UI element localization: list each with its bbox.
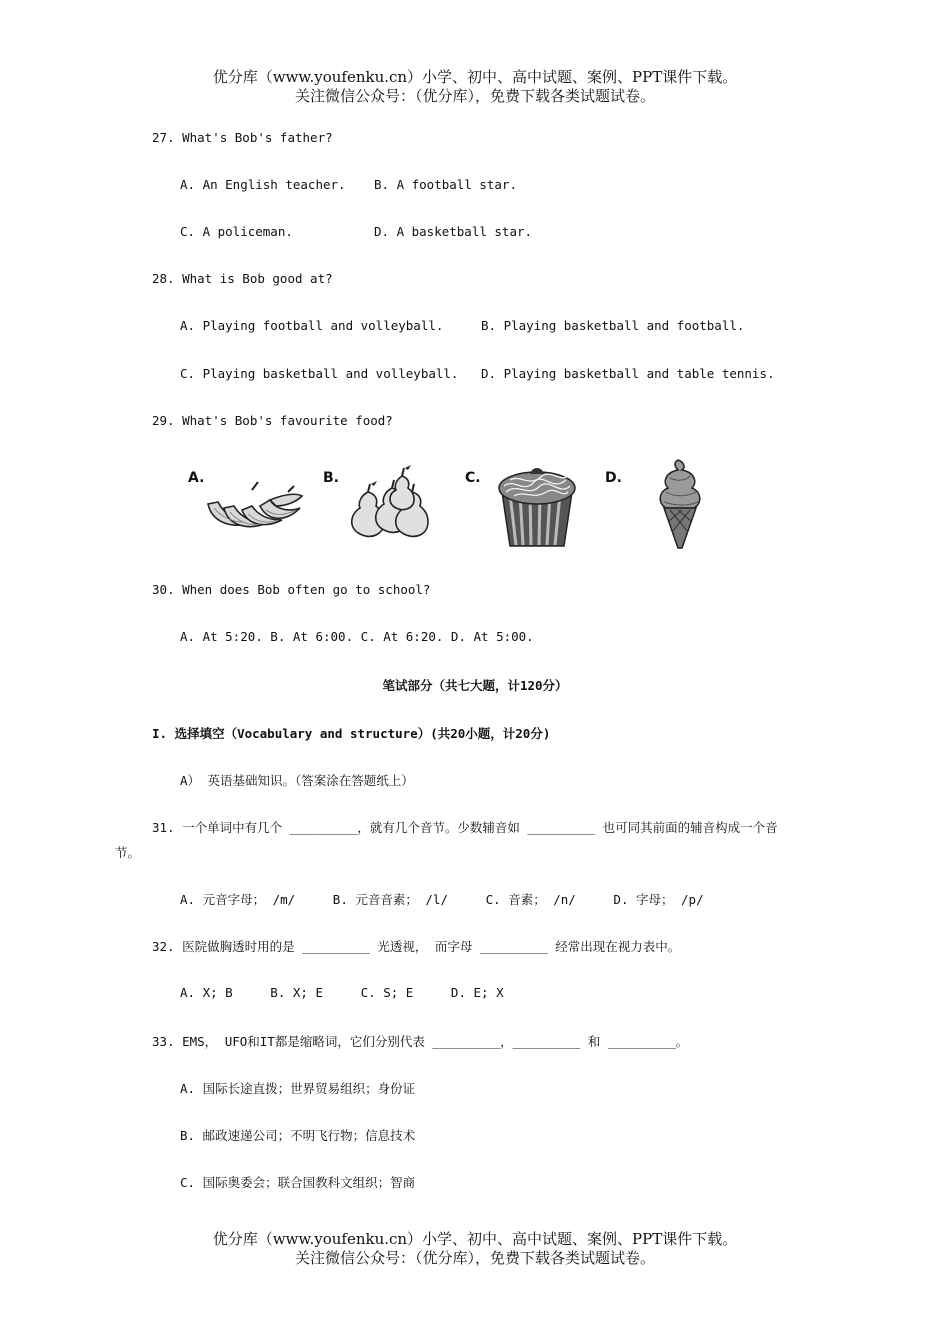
- question-28-option-a: A. Playing football and volleyball.: [180, 318, 444, 333]
- question-33-option-a: A. 国际长途直拨；世界贸易组织；身份证: [180, 1081, 416, 1096]
- bananas-image: [200, 452, 310, 552]
- question-32-stem: 32. 医院做胸透时用的是 _________ 光透视， 而字母 _________ 经常出现在视力表中。: [152, 939, 681, 954]
- question-28-option-d: D. Playing basketball and table tennis.: [481, 366, 775, 381]
- section-1-sub-a: A） 英语基础知识。（答案涂在答题纸上）: [180, 773, 414, 788]
- question-28-option-b: B. Playing basketball and football.: [481, 318, 745, 333]
- footer-line-1: 优分库（www.youfenku.cn）小学、初中、高中试题、案例、PPT课件下载。: [212, 1230, 738, 1248]
- question-27-option-d: D. A basketball star.: [374, 224, 533, 239]
- written-part-title: 笔试部分（共七大题，计120分）: [382, 678, 568, 693]
- footer-line-2: 关注微信公众号：（优分库），免费下载各类试题试卷。: [294, 1249, 655, 1267]
- pears-image: [340, 452, 440, 552]
- question-32-options: A. X; B B. X; E C. S; E D. E; X: [180, 985, 504, 1000]
- picture-label-c: C.: [465, 470, 481, 486]
- question-29-stem: 29. What's Bob's favourite food?: [152, 413, 393, 428]
- question-31-stem: 31. 一个单词中有几个 _________，就有几个音节。少数辅音如 _________ 也可同其前面的辅音构成一个音: [152, 820, 778, 835]
- question-27-option-a: A. An English teacher.: [180, 177, 346, 192]
- noodle-cup-image: [490, 452, 585, 552]
- question-30-stem: 30. When does Bob often go to school?: [152, 582, 431, 597]
- picture-label-d: D.: [605, 470, 622, 486]
- section-1-title: I. 选择填空（Vocabulary and structure）(共20小题，计20分): [152, 726, 551, 741]
- question-33-stem: 33. EMS， UFO和IT都是缩略词，它们分别代表 _________，_________ 和 _________。: [152, 1034, 689, 1049]
- question-31-options: A. 元音字母； /m/ B. 元音音素； /l/ C. 音素； /n/ D. 字母； /p/: [180, 892, 704, 907]
- question-28-stem: 28. What is Bob good at?: [152, 271, 333, 286]
- header-line-1: 优分库（www.youfenku.cn）小学、初中、高中试题、案例、PPT课件下载。: [212, 68, 738, 86]
- question-27-option-b: B. A football star.: [374, 177, 517, 192]
- question-33-option-b: B. 邮政速递公司；不明飞行物；信息技术: [180, 1128, 416, 1143]
- question-30-options: A. At 5:20. B. At 6:00. C. At 6:20. D. At 5:00.: [180, 629, 534, 644]
- header-line-2: 关注微信公众号：（优分库），免费下载各类试题试卷。: [294, 87, 655, 105]
- question-28-option-c: C. Playing basketball and volleyball.: [180, 366, 459, 381]
- picture-label-a: A.: [188, 470, 205, 486]
- question-31-stem-continued: 节。: [115, 845, 141, 860]
- question-33-option-c: C. 国际奥委会；联合国教科文组织；智商: [180, 1175, 416, 1190]
- picture-label-b: B.: [323, 470, 339, 486]
- ice-cream-image: [650, 452, 710, 552]
- question-27-stem: 27. What's Bob's father?: [152, 130, 333, 145]
- question-27-option-c: C. A policeman.: [180, 224, 293, 239]
